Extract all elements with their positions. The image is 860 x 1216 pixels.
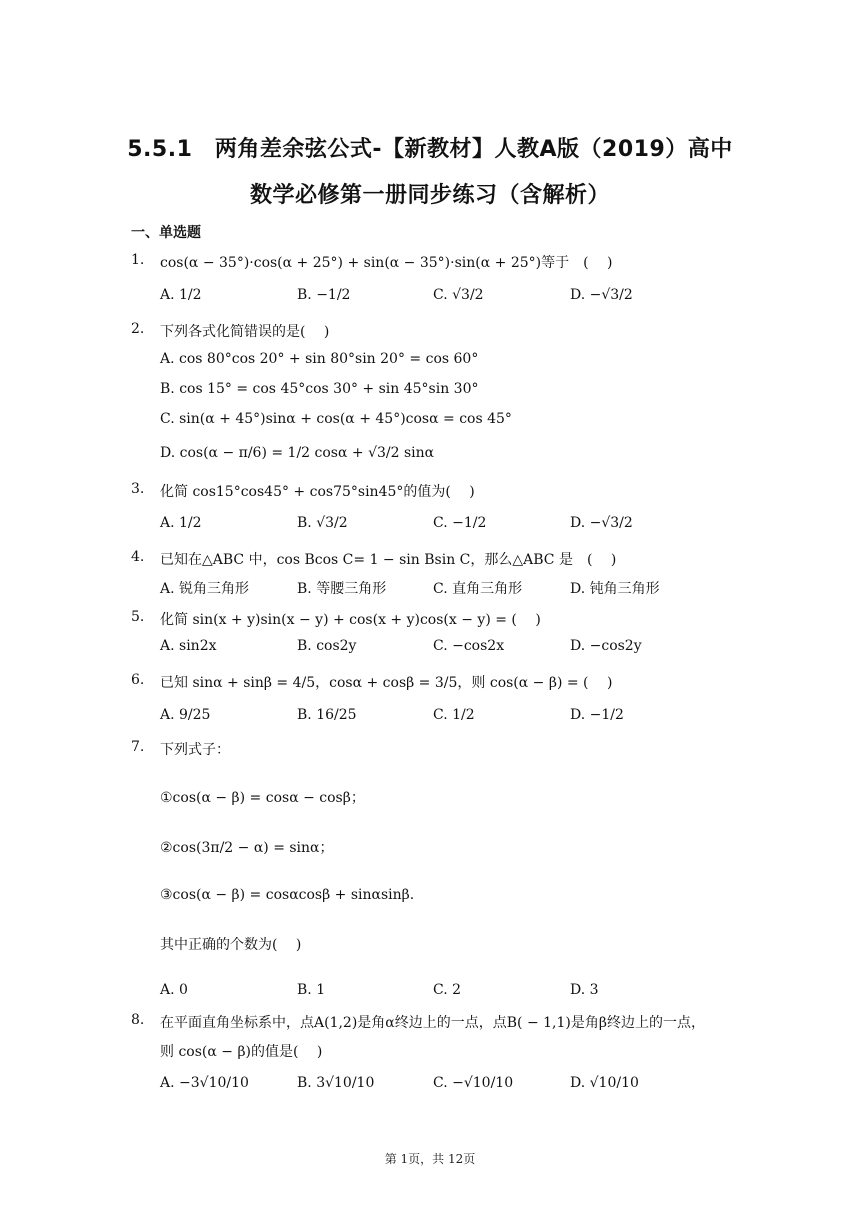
option-a: A. 9/25 <box>160 707 211 723</box>
document-title-line-1: 5.5.1 两角差余弦公式-【新教材】人教A版（2019）高中 <box>127 137 733 162</box>
option-a: A. 0 <box>160 982 188 998</box>
statement-item: ③cos(α − β) = cosαcosβ + sinαsinβ. <box>160 887 415 903</box>
question-text: 下列各式化简错误的是( ) <box>160 324 330 340</box>
option-a: A. −3√10/10 <box>160 1075 249 1091</box>
section-heading: 一、单选题 <box>131 225 201 241</box>
option-c: C. sin(α + 45°)sinα + cos(α + 45°)cosα = cos 45° <box>160 411 512 427</box>
option-a: A. 锐角三角形 <box>160 581 250 597</box>
question-text: 已知在△ABC 中，cos Bcos C= 1 − sin Bsin C，那么△ABC 是 ( ) <box>160 552 617 568</box>
option-a: A. sin2x <box>160 638 217 654</box>
option-d: D. 钝角三角形 <box>570 581 660 597</box>
question-text: 已知 sinα + sinβ = 4/5，cosα + cosβ = 3/5，则 cos(α − β) = ( ) <box>160 675 613 691</box>
option-b: B. cos 15° = cos 45°cos 30° + sin 45°sin 30° <box>160 381 479 397</box>
option-d: D. √10/10 <box>570 1075 639 1091</box>
question-number: 3. <box>131 481 145 497</box>
option-c: C. 1/2 <box>433 707 475 723</box>
option-b: B. 等腰三角形 <box>297 581 387 597</box>
statement-item: ②cos(3π/2 − α) = sinα； <box>160 840 334 856</box>
option-d: D. −cos2y <box>570 638 642 654</box>
option-d: D. −1/2 <box>570 707 624 723</box>
question-text: 化简 cos15°cos45° + cos75°sin45°的值为( ) <box>160 484 475 500</box>
option-c: C. 2 <box>433 982 462 998</box>
option-b: B. −1/2 <box>297 287 351 303</box>
option-d: D. cos(α − π/6) = 1/2 cosα + √3/2 sinα <box>160 445 435 461</box>
option-d: D. −√3/2 <box>570 515 633 531</box>
page-footer: 第 1页，共 12页 <box>384 1152 476 1166</box>
option-a: A. 1/2 <box>160 287 202 303</box>
question-number: 7. <box>131 739 145 755</box>
option-b: B. 16/25 <box>297 707 357 723</box>
option-b: B. √3/2 <box>297 515 348 531</box>
option-c: C. 直角三角形 <box>433 581 523 597</box>
question-text: 在平面直角坐标系中，点A(1,2)是角α终边上的一点，点B( − 1,1)是角β终边上的一点， <box>160 1015 705 1031</box>
question-number: 6. <box>131 672 145 688</box>
question-number: 8. <box>131 1012 145 1028</box>
option-a: A. cos 80°cos 20° + sin 80°sin 20° = cos 60° <box>160 351 479 367</box>
question-tail: 其中正确的个数为( ) <box>160 937 302 953</box>
option-c: C. √3/2 <box>433 287 484 303</box>
question-number: 4. <box>131 549 145 565</box>
question-number: 5. <box>131 609 145 625</box>
option-b: B. 1 <box>297 982 326 998</box>
question-text: 化简 sin(x + y)sin(x − y) + cos(x + y)cos(x − y) = ( ) <box>160 612 541 628</box>
question-text-continued: 则 cos(α − β)的值是( ) <box>160 1044 323 1060</box>
option-d: D. 3 <box>570 982 599 998</box>
option-a: A. 1/2 <box>160 515 202 531</box>
option-c: C. −1/2 <box>433 515 487 531</box>
question-text: cos(α − 35°)·cos(α + 25°) + sin(α − 35°)·sin(α + 25°)等于 ( ) <box>160 255 613 271</box>
option-c: C. −cos2x <box>433 638 505 654</box>
document-title-line-2: 数学必修第一册同步练习（含解析） <box>249 183 610 208</box>
option-c: C. −√10/10 <box>433 1075 514 1091</box>
question-text: 下列式子： <box>160 742 230 758</box>
question-number: 1. <box>131 252 145 268</box>
question-number: 2. <box>131 321 145 337</box>
statement-item: ①cos(α − β) = cosα − cosβ； <box>160 790 365 806</box>
option-b: B. cos2y <box>297 638 357 654</box>
option-b: B. 3√10/10 <box>297 1075 375 1091</box>
option-d: D. −√3/2 <box>570 287 633 303</box>
